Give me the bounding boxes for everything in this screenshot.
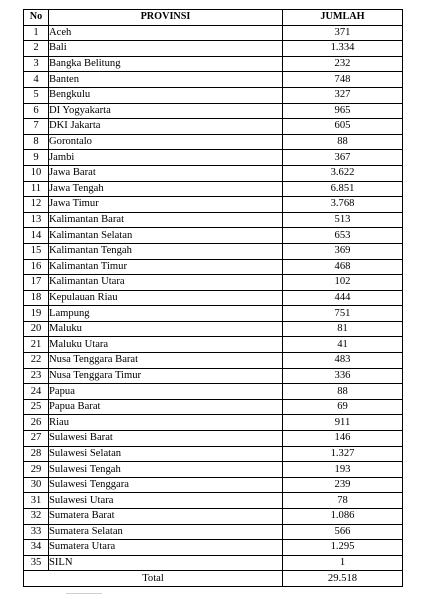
province-name: DKI Jakarta	[49, 119, 283, 135]
row-number: 4	[24, 72, 49, 88]
table-row	[24, 197, 403, 213]
province-count: 81	[283, 321, 403, 337]
table-row	[24, 212, 403, 228]
row-number: 35	[24, 555, 49, 571]
province-count: 102	[283, 275, 403, 291]
province-name: DI Yogyakarta	[49, 103, 283, 119]
province-name: Lampung	[49, 306, 283, 322]
province-count: 327	[283, 87, 403, 103]
province-name: Sulawesi Utara	[49, 493, 283, 509]
province-count: 748	[283, 72, 403, 88]
province-count: 371	[283, 25, 403, 41]
province-count: 3.768	[283, 197, 403, 213]
table-row	[24, 41, 403, 57]
row-number: 24	[24, 384, 49, 400]
province-count: 239	[283, 477, 403, 493]
province-count: 367	[283, 150, 403, 166]
row-number: 23	[24, 368, 49, 384]
province-count: 336	[283, 368, 403, 384]
row-number: 26	[24, 415, 49, 431]
province-name: Sumatera Barat	[49, 509, 283, 525]
row-number: 1	[24, 25, 49, 41]
row-number: 18	[24, 290, 49, 306]
province-name: Banten	[49, 72, 283, 88]
province-name: Papua	[49, 384, 283, 400]
province-name: Gorontalo	[49, 134, 283, 150]
province-name: Jawa Timur	[49, 197, 283, 213]
table-row	[24, 87, 403, 103]
province-name: Sulawesi Barat	[49, 431, 283, 447]
province-name: Riau	[49, 415, 283, 431]
row-number: 5	[24, 87, 49, 103]
row-number: 16	[24, 259, 49, 275]
table-row	[24, 509, 403, 525]
table-row	[24, 493, 403, 509]
province-name: Jawa Tengah	[49, 181, 283, 197]
row-number: 19	[24, 306, 49, 322]
header-no: No	[24, 10, 49, 26]
province-name: Sumatera Utara	[49, 540, 283, 556]
table-row	[24, 540, 403, 556]
header-jumlah: JUMLAH	[283, 10, 403, 26]
province-name: Kepulauan Riau	[49, 290, 283, 306]
row-number: 10	[24, 165, 49, 181]
row-number: 33	[24, 524, 49, 540]
row-number: 3	[24, 56, 49, 72]
province-count: 483	[283, 353, 403, 369]
table-row	[24, 181, 403, 197]
province-name: Bangka Belitung	[49, 56, 283, 72]
province-name: Papua Barat	[49, 399, 283, 415]
province-name: Kalimantan Utara	[49, 275, 283, 291]
province-count: 369	[283, 243, 403, 259]
table-row	[24, 103, 403, 119]
row-number: 6	[24, 103, 49, 119]
row-number: 17	[24, 275, 49, 291]
province-name: Kalimantan Tengah	[49, 243, 283, 259]
header-provinsi: PROVINSI	[49, 10, 283, 26]
province-count: 751	[283, 306, 403, 322]
table-row	[24, 119, 403, 135]
province-count: 911	[283, 415, 403, 431]
province-name: Bengkulu	[49, 87, 283, 103]
table-row	[24, 368, 403, 384]
table-row	[24, 384, 403, 400]
province-name: SILN	[49, 555, 283, 571]
table-row	[24, 321, 403, 337]
province-count: 1	[283, 555, 403, 571]
province-count: 41	[283, 337, 403, 353]
province-name: Aceh	[49, 25, 283, 41]
province-name: Maluku	[49, 321, 283, 337]
row-number: 11	[24, 181, 49, 197]
total-label: Total	[24, 571, 283, 587]
table-row	[24, 243, 403, 259]
province-name: Kalimantan Barat	[49, 212, 283, 228]
table-row	[24, 290, 403, 306]
total-row	[24, 571, 403, 587]
row-number: 21	[24, 337, 49, 353]
province-count: 566	[283, 524, 403, 540]
province-count-table	[23, 9, 403, 587]
table-row	[24, 165, 403, 181]
province-name: Sulawesi Tenggara	[49, 477, 283, 493]
row-number: 8	[24, 134, 49, 150]
table-row	[24, 337, 403, 353]
province-count: 965	[283, 103, 403, 119]
row-number: 14	[24, 228, 49, 244]
province-count: 653	[283, 228, 403, 244]
table-row	[24, 415, 403, 431]
row-number: 30	[24, 477, 49, 493]
province-count: 1.327	[283, 446, 403, 462]
table-row	[24, 275, 403, 291]
province-count: 88	[283, 384, 403, 400]
table-row	[24, 477, 403, 493]
table-row	[24, 446, 403, 462]
table-row	[24, 25, 403, 41]
row-number: 31	[24, 493, 49, 509]
province-count: 444	[283, 290, 403, 306]
total-value: 29.518	[283, 571, 403, 587]
table-row	[24, 353, 403, 369]
row-number: 13	[24, 212, 49, 228]
province-count: 513	[283, 212, 403, 228]
row-number: 32	[24, 509, 49, 525]
province-count: 193	[283, 462, 403, 478]
province-count: 468	[283, 259, 403, 275]
row-number: 2	[24, 41, 49, 57]
table-row	[24, 259, 403, 275]
row-number: 25	[24, 399, 49, 415]
row-number: 29	[24, 462, 49, 478]
table-row	[24, 56, 403, 72]
table-row	[24, 524, 403, 540]
table-row	[24, 431, 403, 447]
province-count: 605	[283, 119, 403, 135]
province-name: Sulawesi Selatan	[49, 446, 283, 462]
row-number: 22	[24, 353, 49, 369]
row-number: 27	[24, 431, 49, 447]
province-name: Sumatera Selatan	[49, 524, 283, 540]
table-row	[24, 228, 403, 244]
province-count: 146	[283, 431, 403, 447]
row-number: 15	[24, 243, 49, 259]
row-number: 9	[24, 150, 49, 166]
province-count: 1.334	[283, 41, 403, 57]
province-name: Jawa Barat	[49, 165, 283, 181]
table-body	[24, 25, 403, 571]
province-count: 78	[283, 493, 403, 509]
row-number: 28	[24, 446, 49, 462]
row-number: 12	[24, 197, 49, 213]
province-name: Jambi	[49, 150, 283, 166]
table-row	[24, 306, 403, 322]
table-row	[24, 150, 403, 166]
table-row	[24, 399, 403, 415]
province-count: 1.086	[283, 509, 403, 525]
province-count: 6.851	[283, 181, 403, 197]
table-row	[24, 72, 403, 88]
province-count: 232	[283, 56, 403, 72]
province-name: Kalimantan Selatan	[49, 228, 283, 244]
row-number: 34	[24, 540, 49, 556]
province-name: Kalimantan Timur	[49, 259, 283, 275]
province-count: 88	[283, 134, 403, 150]
province-name: Nusa Tenggara Barat	[49, 353, 283, 369]
province-name: Maluku Utara	[49, 337, 283, 353]
table-header-row	[24, 10, 403, 26]
row-number: 7	[24, 119, 49, 135]
table-row	[24, 555, 403, 571]
province-name: Sulawesi Tengah	[49, 462, 283, 478]
province-count: 1.295	[283, 540, 403, 556]
row-number: 20	[24, 321, 49, 337]
table-row	[24, 462, 403, 478]
table-row	[24, 134, 403, 150]
province-name: Nusa Tenggara Timur	[49, 368, 283, 384]
province-name: Bali	[49, 41, 283, 57]
page-edge-mark	[66, 593, 102, 594]
province-count: 3.622	[283, 165, 403, 181]
province-count: 69	[283, 399, 403, 415]
